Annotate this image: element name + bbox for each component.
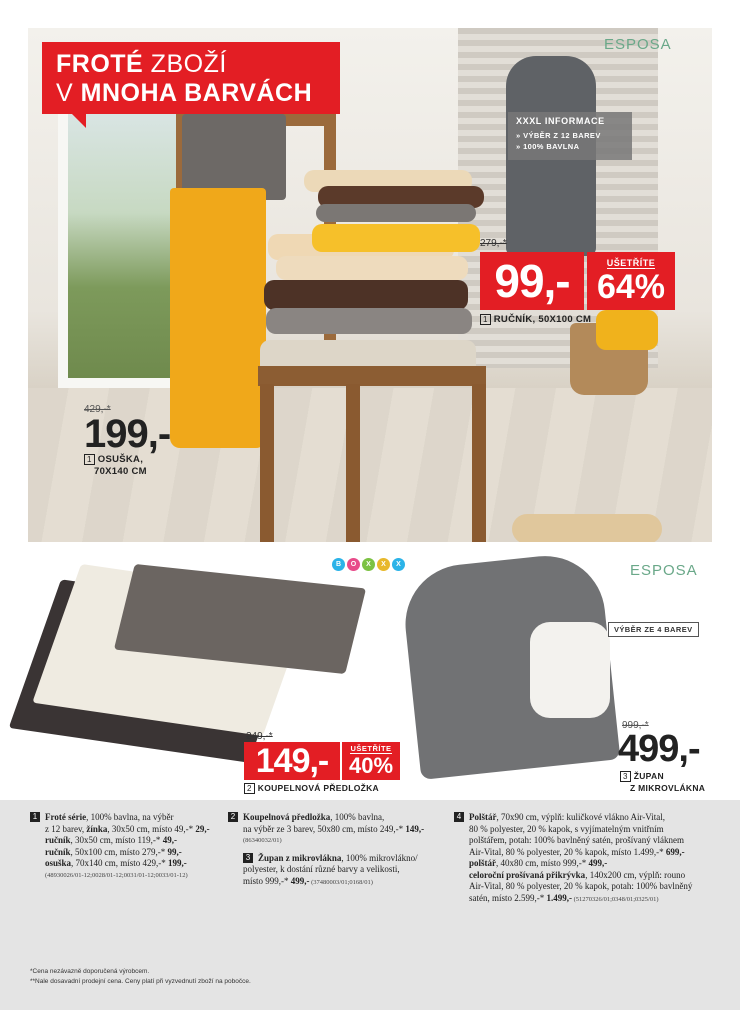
item-number: 4 — [454, 812, 464, 822]
detail-price: 49,- — [162, 835, 177, 845]
detail-price: 99,- — [167, 846, 182, 857]
boxxx-letter: B — [332, 558, 345, 571]
boxxx-letter: X — [377, 558, 390, 571]
detail-code: (51270326/01;0348/01;0325/01) — [572, 895, 659, 903]
detail-text: , 70x90 cm, výplň: kuličkové vlákno Air-Vital, — [496, 812, 666, 822]
detail-text: , 30x50 cm, místo 49,-* — [107, 823, 196, 834]
detail-text: , 40x80 cm, místo 999,-* — [496, 858, 589, 868]
chair-seat — [258, 366, 486, 386]
label-zupan — [620, 770, 705, 794]
headline-line-2 — [56, 79, 326, 108]
detail-bold: žínka — [86, 823, 108, 834]
savings-label: UŠETŘÍTE — [606, 257, 656, 268]
detail-text: , 100% bavlna, na výběr — [86, 812, 174, 822]
label-rucnik — [480, 314, 591, 326]
details-col-2 — [228, 812, 448, 888]
chair-leg — [346, 384, 360, 542]
boxxx-logo — [332, 558, 405, 571]
detail-code: (37480003/01;0168/01) — [309, 878, 373, 886]
old-price-osuska: 429,-* — [84, 404, 111, 415]
detail-text: , 30x50 cm, místo 119,-* — [70, 835, 163, 845]
detail-text: na výběr ze 3 barev, 50x80 cm, místo 249,-* — [243, 823, 406, 834]
detail-text: satén, místo 2.599,-* — [469, 892, 547, 903]
label-zupan-line2: Z MIKROVLÁKNA — [630, 783, 706, 793]
headline-bold-1: FROTÉ — [56, 50, 144, 78]
detail-text: místo 999,-* — [243, 875, 291, 886]
brand-logo-hero: ESPOSA — [604, 36, 672, 53]
detail-price: 499,- — [588, 858, 608, 868]
detail-text: , 50x100 cm, místo 279,-* — [70, 846, 168, 857]
detail-bold: celoroční prošívaná přikrývka — [469, 869, 586, 880]
slippers — [512, 514, 662, 542]
chair-leg — [472, 384, 486, 542]
detail-price: 199,- — [168, 858, 187, 868]
savings-label: UŠETŘÍTE — [350, 744, 392, 753]
savings-value: 64% — [596, 267, 666, 306]
detail-price: 1.499,- — [546, 892, 572, 903]
savings-badge-predlozka — [342, 742, 400, 780]
label-predlozka — [244, 782, 379, 794]
info-item: » 100% BAVLNA — [516, 141, 624, 152]
basket-towel — [596, 310, 658, 350]
savings-value: 40% — [348, 753, 394, 778]
item-number: 1 — [480, 314, 491, 325]
label-predlozka-text: KOUPELNOVÁ PŘEDLOŽKA — [257, 783, 379, 793]
footnote-2: **Nale dosavadní prodejní cena. Ceny platí při vyzvednutí zboží na pobočce. — [30, 978, 251, 985]
item-number: 1 — [30, 812, 40, 822]
footnote-1: *Cena nezávazně doporučená výrobcem. — [30, 968, 150, 975]
label-zupan-line1: ŽUPAN — [633, 771, 664, 781]
details-col-1 — [30, 812, 230, 881]
label-osuska-line1: OSUŠKA, — [97, 454, 144, 465]
detail-text: polyester, k dostání různé barvy a velikosti, — [243, 864, 400, 874]
detail-price: 499,- — [290, 875, 310, 886]
brand-logo-lower: ESPOSA — [630, 562, 698, 579]
price-zupan: 499,- — [618, 728, 700, 770]
headline-light-1: ZBOŽÍ — [150, 50, 227, 78]
chair-leg — [260, 384, 274, 542]
xxxl-info-box — [508, 112, 632, 160]
detail-text: , 100% bavlna, — [330, 812, 385, 822]
item-number: 1 — [84, 454, 95, 465]
boxxx-letter: X — [392, 558, 405, 571]
detail-bold: Froté série — [45, 812, 87, 822]
price-predlozka: 149,- — [244, 742, 340, 780]
headline-box — [42, 42, 340, 114]
info-title: XXXL INFORMACE — [516, 116, 605, 126]
detail-text: Air-Vital, 80 % polyester, 20 % kapok, potah: 100% bavlněný — [469, 881, 693, 891]
info-item: » VÝBĚR Z 12 BAREV — [516, 130, 624, 141]
headline-line-1 — [56, 50, 326, 79]
detail-bold: ručník — [45, 846, 71, 857]
detail-price: 149,- — [405, 823, 425, 834]
headline-light-2: V — [56, 79, 74, 107]
boxxx-letter: O — [347, 558, 360, 571]
details-col-3 — [454, 812, 716, 905]
detail-code: (48930026/01-12;0028/01-12;0031/01-12;0033/01-12) — [45, 871, 188, 879]
boxxx-letter: X — [362, 558, 375, 571]
detail-bold: polštář — [469, 858, 496, 868]
item-number: 2 — [244, 783, 255, 794]
detail-text: , 70x140 cm, místo 429,-* — [71, 858, 169, 868]
label-rucnik-text: RUČNÍK, 50X100 CM — [493, 314, 592, 325]
old-price-rucnik: 279,-* — [480, 238, 507, 249]
headline-bold-2: MNOHA BARVÁCH — [80, 79, 313, 107]
detail-bold: osuška — [45, 858, 72, 868]
detail-price: 29,- — [195, 823, 210, 834]
label-osuska — [84, 454, 147, 478]
savings-badge-rucnik — [587, 252, 675, 310]
item-number: 3 — [243, 853, 253, 863]
price-osuska: 199,- — [84, 412, 171, 456]
old-price-zupan: 999,-* — [622, 720, 649, 731]
detail-text: polštářem, potah: 100% bavlněný satén, prošívaný vláknem — [469, 835, 684, 845]
item-number: 2 — [228, 812, 238, 822]
detail-text: , 140x200 cm, výplň: rouno — [585, 869, 686, 880]
item-number: 3 — [620, 771, 631, 782]
old-price-predlozka: 249,-* — [246, 731, 273, 742]
white-bathrobe — [530, 622, 610, 718]
price-rucnik: 99,- — [480, 252, 584, 310]
detail-code: (86340032/01) — [243, 837, 282, 844]
label-osuska-line2: 70X140 CM — [94, 466, 147, 477]
detail-text: , 100% mikrovlákno/ — [341, 852, 418, 863]
detail-text: Air-Vital, 80 % polyester, 20 % kapok, místo 1.499,-* — [469, 846, 666, 857]
detail-bold: Polštář — [469, 812, 497, 822]
detail-bold: ručník — [45, 835, 71, 845]
hanging-yellow-towel — [170, 188, 266, 448]
price-box-predlozka — [244, 742, 400, 780]
detail-text: 80 % polyester, 20 % kapok, s vyjímatelným vnitřním — [469, 823, 664, 834]
detail-text: z 12 barev, — [45, 823, 87, 834]
color-choice-badge: VÝBĚR ZE 4 BAREV — [608, 622, 699, 637]
detail-bold: Župan z mikrovlákna — [258, 852, 342, 863]
price-box-rucnik — [480, 252, 675, 310]
detail-price: 699,- — [665, 846, 685, 857]
detail-bold: Koupelnová předložka — [243, 812, 331, 822]
